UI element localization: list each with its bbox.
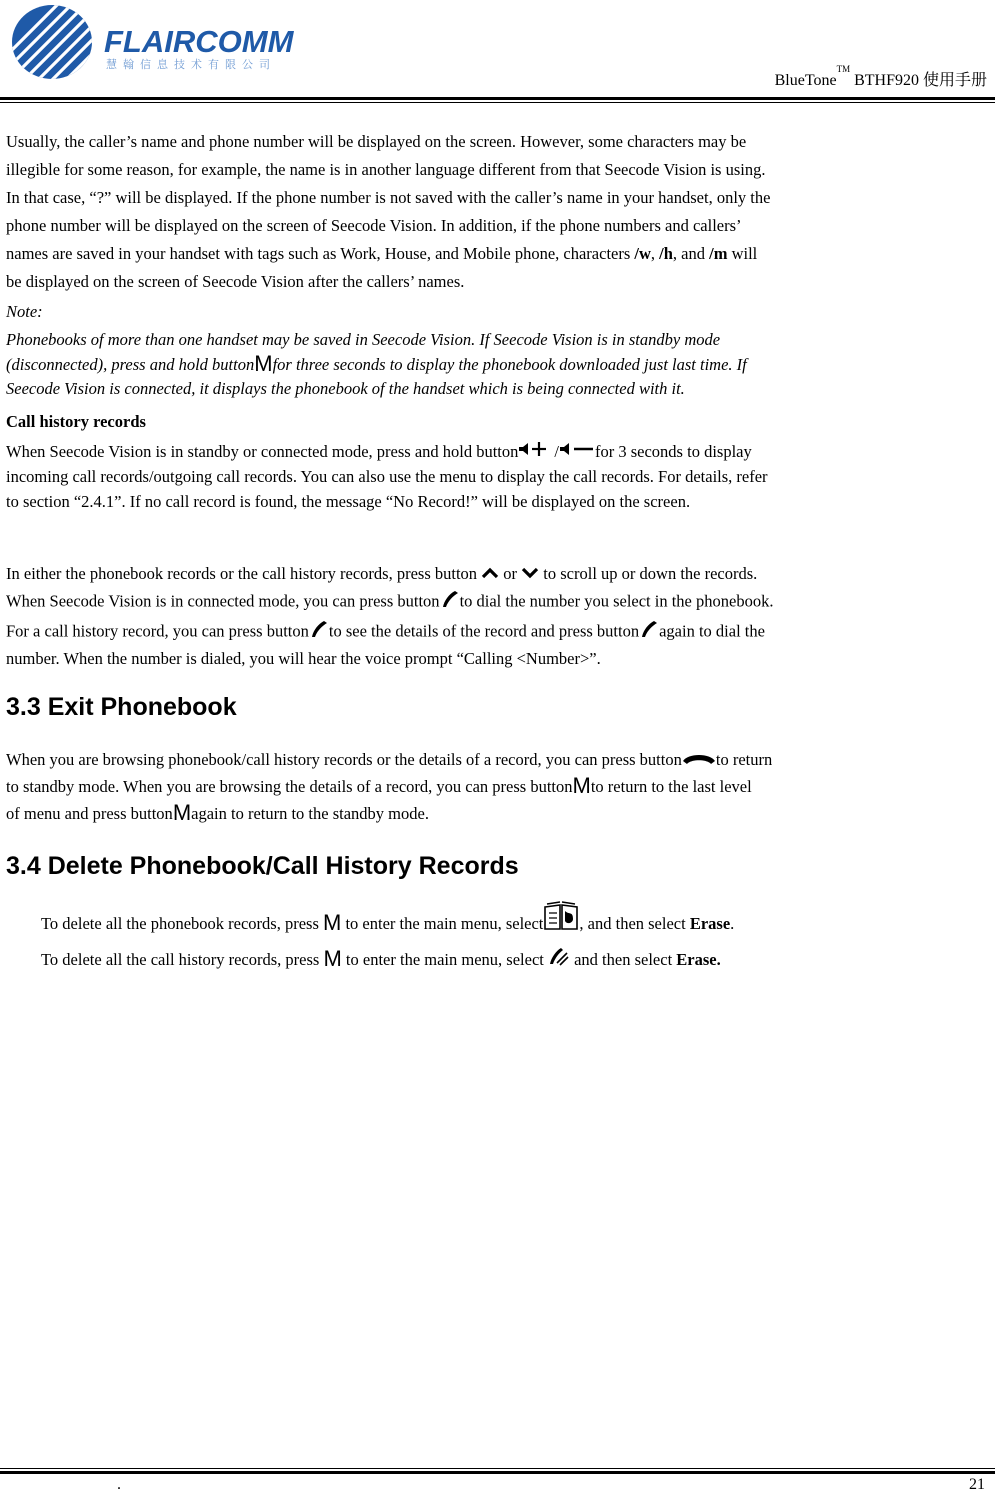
note-line: Seecode Vision is connected, it displays the phonebook of the handset which is being connected with it. xyxy=(6,379,685,398)
logo-wordmark: FLAIRCOMM xyxy=(104,24,294,59)
intro-line xyxy=(6,240,994,268)
call-history-heading: Call history records xyxy=(6,411,146,431)
delete-text: to enter the main menu, select xyxy=(341,949,548,969)
intro-line: be displayed on the screen of Seecode Vision after the callers’ names. xyxy=(6,272,465,291)
navigation-paragraph xyxy=(6,562,994,672)
erase-label: Erase. xyxy=(676,949,721,969)
exit-text: of menu and press button xyxy=(6,804,173,824)
nav-text: again to dial the xyxy=(659,621,765,641)
header-rule-thick xyxy=(0,97,995,100)
navigation-line: number. When the number is dialed, you will hear the voice prompt “Calling <Number>”. xyxy=(6,648,601,668)
m-button-icon: M xyxy=(572,773,591,799)
ch-text: When Seecode Vision is in standby or connected mode, press and hold button xyxy=(6,441,519,461)
m-button-icon: M xyxy=(254,350,273,376)
exit-line xyxy=(6,748,994,774)
document-title xyxy=(774,64,987,90)
tag-h: /h xyxy=(659,244,673,263)
intro-line: In that case, “?” will be displayed. If the phone number is not saved with the caller’s name in your handset, only the xyxy=(6,188,771,207)
footer-rule-thick xyxy=(0,1471,995,1474)
ch-text: / xyxy=(554,441,559,461)
chevron-up-icon xyxy=(481,563,499,588)
exit-line xyxy=(6,775,994,800)
exit-text: to return xyxy=(715,749,773,769)
m-button-icon: M xyxy=(172,800,192,826)
note-text: for three seconds to display the phonebook downloaded just last time. If xyxy=(272,354,747,374)
section-heading-3-4: 3.4 Delete Phonebook/Call History Records xyxy=(6,851,519,880)
doc-title-rest: BTHF920 使用手册 xyxy=(850,72,987,89)
note-line: Phonebooks of more than one handset may be saved in Seecode Vision. If Seecode Vision is in standby mode xyxy=(6,330,721,349)
delete-text: , and then select xyxy=(579,913,690,933)
nav-text: to scroll up or down the records. xyxy=(539,563,758,583)
exit-text: again to return to the standby mode. xyxy=(191,804,429,824)
footer-mark: . xyxy=(117,1476,121,1493)
delete-text: and then select xyxy=(569,949,677,969)
chevron-down-icon xyxy=(521,563,539,588)
logo-subtext: 慧翰信息技术有限公司 xyxy=(106,58,276,71)
delete-text: To delete all the phonebook records, press xyxy=(41,913,324,933)
m-button-icon: M xyxy=(323,945,342,971)
doc-title-brand: BlueTone xyxy=(774,72,837,89)
page-number: 21 xyxy=(969,1476,985,1493)
call-icon xyxy=(309,619,329,647)
header-rule-thin xyxy=(0,102,995,103)
volume-up-icon xyxy=(518,440,554,465)
flaircomm-logo xyxy=(8,2,300,82)
trademark-mark: TM xyxy=(836,64,851,74)
call-icon xyxy=(639,619,659,647)
intro-line: phone number will be displayed on the screen of Seecode Vision. In addition, if the phone numbers and callers’ xyxy=(6,216,742,235)
exit-text: to return to the last level xyxy=(590,777,752,797)
tag-m: /m xyxy=(709,244,728,263)
tag-w: /w xyxy=(634,244,651,263)
intro-text: will xyxy=(727,244,758,263)
nav-text: When Seecode Vision is in connected mode, you can press button xyxy=(6,592,440,611)
navigation-line xyxy=(6,619,994,647)
delete-text: To delete all the call history records, press xyxy=(41,949,324,969)
nav-text: or xyxy=(499,563,522,583)
call-history-line: to section “2.4.1”. If no call record is found, the message “No Record!” will be displayed on the screen. xyxy=(6,491,691,511)
exit-text: When you are browsing phonebook/call history records or the details of a record, you can press button xyxy=(6,749,682,769)
delete-text: . xyxy=(730,913,735,933)
exit-text: to standby mode. When you are browsing the details of a record, you can press button xyxy=(6,777,573,797)
intro-line: illegible for some reason, for example, the name is in another language different from that Seecode Vision is using. xyxy=(6,160,766,179)
delete-paragraph xyxy=(6,901,994,978)
note-text: (disconnected), press and hold button xyxy=(6,354,255,374)
note-block xyxy=(6,298,994,402)
note-line xyxy=(6,350,994,378)
call-history-icon xyxy=(548,944,570,978)
delete-text: to enter the main menu, select xyxy=(341,913,544,933)
footer-rule-thin xyxy=(0,1468,995,1469)
m-button-icon: M xyxy=(323,909,342,935)
navigation-line xyxy=(6,562,994,588)
erase-label: Erase xyxy=(689,913,731,933)
call-history-line: incoming call records/outgoing call records. You can also use the menu to display the call records. For details, refer xyxy=(6,467,768,487)
note-label: Note: xyxy=(6,302,43,321)
volume-down-icon xyxy=(559,440,595,465)
nav-text: to see the details of the record and press button xyxy=(328,621,640,641)
intro-text: names are saved in your handset with tags such as Work, House, and Mobile phone, characters xyxy=(6,244,635,263)
intro-text: , xyxy=(650,244,660,263)
nav-text: In either the phonebook records or the call history records, press button xyxy=(6,563,482,583)
call-history-line xyxy=(6,440,994,466)
call-history-paragraph xyxy=(6,440,994,515)
intro-text: , and xyxy=(672,244,710,263)
delete-line xyxy=(41,901,994,943)
ch-text: for 3 seconds to display xyxy=(595,441,752,461)
nav-text: For a call history record, you can press button xyxy=(6,621,309,641)
section-heading-3-3: 3.3 Exit Phonebook xyxy=(6,692,237,721)
exit-paragraph xyxy=(6,748,994,827)
phonebook-icon xyxy=(543,901,579,943)
delete-line xyxy=(41,943,994,978)
end-call-icon xyxy=(682,749,716,774)
exit-line xyxy=(6,802,994,827)
call-icon xyxy=(440,589,460,617)
navigation-line xyxy=(6,589,994,617)
intro-line: Usually, the caller’s name and phone number will be displayed on the screen. However, some characters may be xyxy=(6,132,747,151)
intro-paragraph xyxy=(6,128,994,296)
nav-text: to dial the number you select in the phonebook. xyxy=(459,592,774,611)
page-body xyxy=(6,128,994,978)
